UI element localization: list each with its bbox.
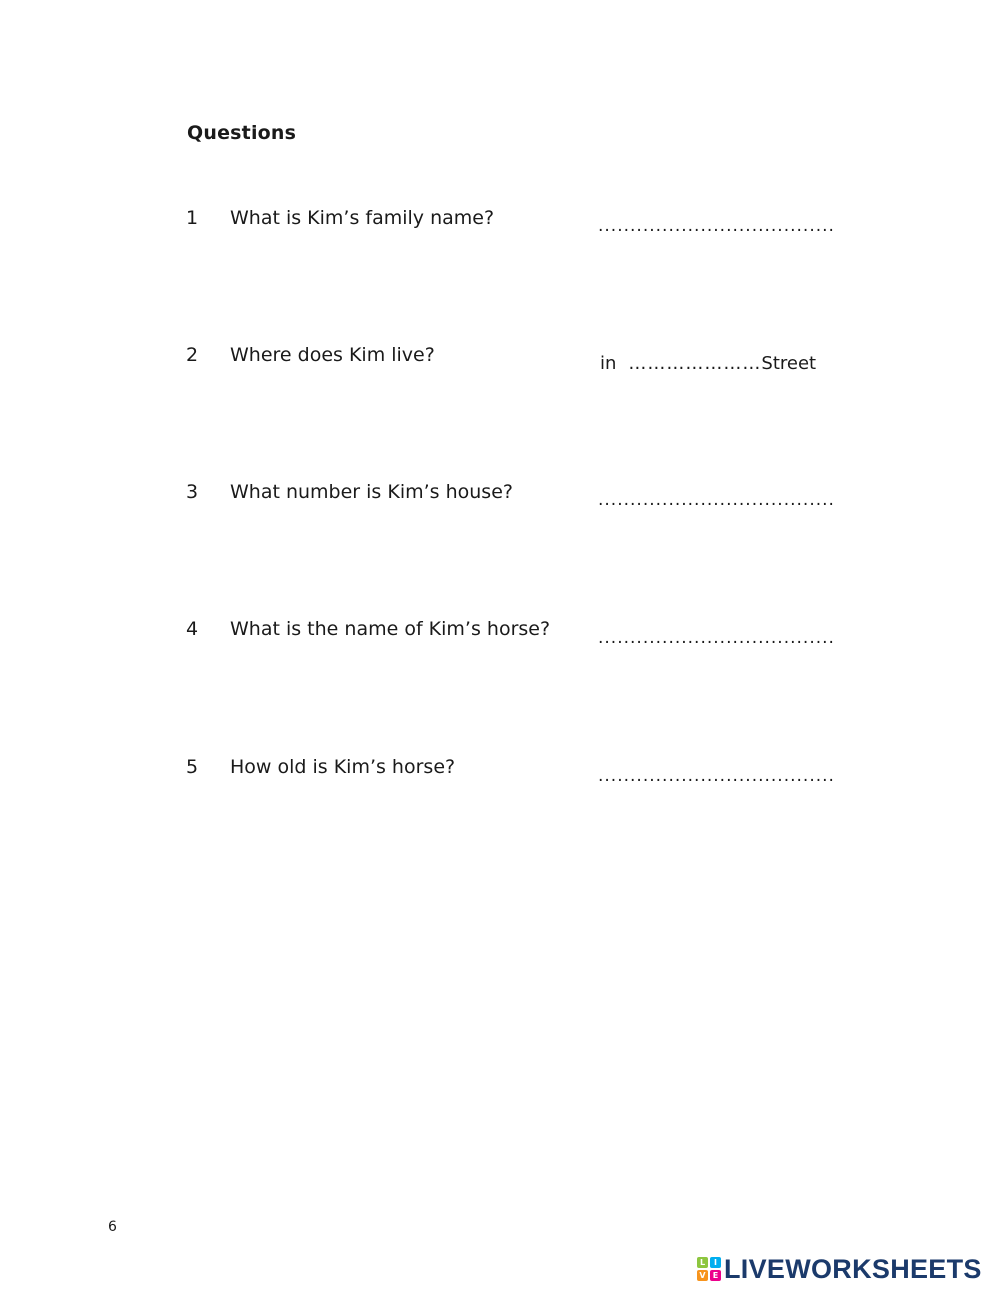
answer-2-suffix: Street	[761, 353, 817, 374]
question-4-text: What is the name of Kim’s horse?	[230, 618, 551, 640]
answer-3-field[interactable]: .....................................	[598, 490, 835, 510]
logo-text: LIVEWORKSHEETS	[724, 1253, 982, 1284]
answer-2-field[interactable]: …………………	[628, 353, 762, 374]
question-5-number: 5	[186, 756, 199, 778]
question-2-number: 2	[186, 344, 199, 366]
answer-5-field[interactable]: .....................................	[598, 766, 835, 786]
page-title: Questions	[187, 122, 297, 144]
logo-icon-letter-v: V	[697, 1270, 708, 1281]
page-number: 6	[108, 1219, 117, 1235]
liveworksheets-logo-icon	[697, 1257, 721, 1281]
question-2-text: Where does Kim live?	[230, 344, 435, 366]
question-3-text: What number is Kim’s house?	[230, 481, 513, 503]
question-3-number: 3	[186, 481, 199, 503]
logo-icon-letter-e: E	[710, 1270, 721, 1281]
question-1-number: 1	[186, 207, 199, 229]
answer-2-row	[600, 353, 816, 374]
answer-1-field[interactable]: .....................................	[598, 216, 835, 236]
logo-icon-letter-i: I	[710, 1257, 721, 1268]
question-4-number: 4	[186, 618, 199, 640]
question-1-text: What is Kim’s family name?	[230, 207, 495, 229]
logo-icon-letter-l: L	[697, 1257, 708, 1268]
liveworksheets-logo[interactable]	[697, 1254, 982, 1284]
question-5-text: How old is Kim’s horse?	[230, 756, 456, 778]
answer-4-field[interactable]: .....................................	[598, 628, 835, 648]
answer-2-prefix: in	[600, 353, 617, 374]
